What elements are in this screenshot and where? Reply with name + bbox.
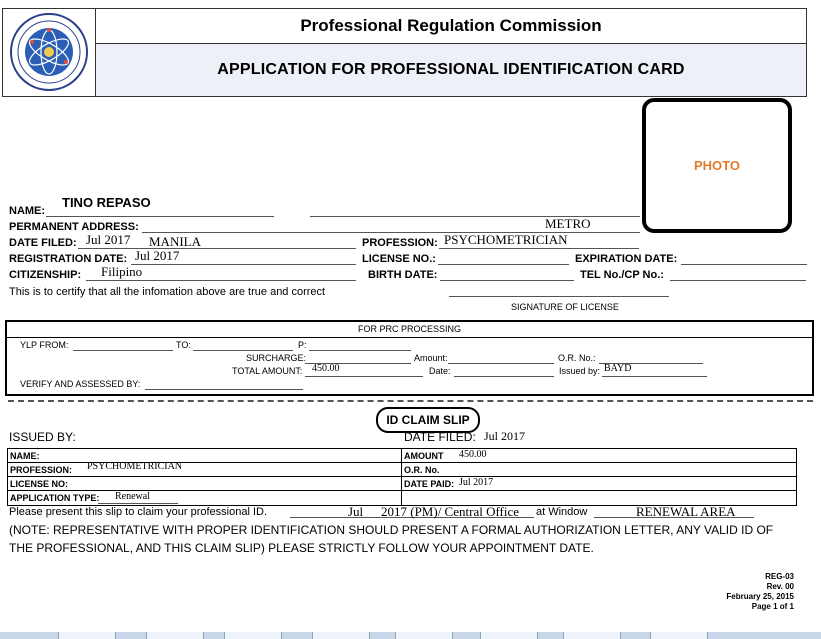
photo-label: PHOTO [694,158,740,173]
taskbar-strip [0,632,821,639]
name-label: NAME: [9,205,46,217]
prc-seal-icon [3,9,95,96]
claim-application-type-value[interactable]: Renewal [115,491,150,502]
present-appointment-value[interactable]: 2017 (PM)/ Central Office [381,504,520,519]
signature-line [449,296,669,297]
claim-date-paid-value[interactable]: Jul 2017 [459,477,494,488]
date-filed-value[interactable]: Jul 2017 [86,232,131,247]
window-value[interactable]: RENEWAL AREA [636,504,736,519]
claim-issued-by-label: ISSUED BY: [9,430,76,444]
address-area-value[interactable]: MANILA [149,234,201,249]
taskbar-item[interactable] [224,632,282,639]
page-number: Page 1 of 1 [751,602,794,611]
issued-by-label: Issued by: [559,366,601,376]
taskbar-item[interactable] [58,632,116,639]
claim-amount-value[interactable]: 450.00 [459,449,487,460]
claim-or-no-label: O.R. No. [404,465,440,475]
form-code-block [726,572,794,612]
total-amount-label: TOTAL AMOUNT: [232,366,303,376]
form-date: February 25, 2015 [726,592,794,601]
birth-date-line [440,280,574,281]
verify-line [145,389,303,390]
verify-label: VERIFY AND ASSESSED BY: [20,379,141,389]
profession-label: PROFESSION: [362,237,438,249]
claim-slip-title: ID CLAIM SLIP [376,407,480,433]
citizenship-value[interactable]: Filipino [101,264,143,279]
issued-by-value[interactable]: BAYD [604,363,632,374]
claim-slip-table [7,448,797,506]
to-line [193,350,293,351]
at-window-label: at Window [536,506,588,518]
date-line [454,376,554,377]
org-title: Professional Regulation Commission [96,9,806,44]
taskbar-item[interactable] [650,632,708,639]
profession-value[interactable]: PSYCHOMETRICIAN [444,232,568,247]
total-amount-value[interactable]: 450.00 [312,363,340,374]
form-header [2,8,807,97]
tel-no-label: TEL No./CP No.: [580,269,664,281]
citizenship-label: CITIZENSHIP: [9,269,82,281]
registration-date-line [131,264,356,265]
logo-cell [3,9,96,96]
or-no-label: O.R. No.: [558,353,596,363]
taskbar-item[interactable] [563,632,621,639]
taskbar-item[interactable] [480,632,538,639]
tel-no-line [670,280,806,281]
name-line [46,216,274,217]
profession-line [439,248,639,249]
to-label: TO: [176,340,191,350]
present-month-value[interactable]: Jul [348,504,364,519]
permanent-address-label: PERMANENT ADDRESS: [9,221,139,233]
application-type-line [98,503,178,504]
birth-date-label: BIRTH DATE: [368,269,438,281]
name-value[interactable]: TINO REPASO [62,195,151,210]
citizenship-line [86,280,356,281]
photo-box [642,98,792,233]
claim-name-label: NAME: [10,451,40,461]
total-amount-line [305,376,423,377]
present-slip-text: Please present this slip to claim your professional ID. [9,506,268,518]
name-line-2 [310,216,640,217]
registration-date-value[interactable]: Jul 2017 [135,248,180,263]
amount-label: Amount: [414,353,448,363]
cut-line [8,400,813,402]
prc-processing-box [5,320,814,396]
claim-divider [401,449,402,505]
date-filed-label: DATE FILED: [9,237,77,249]
address-city-value[interactable]: METRO [545,216,591,231]
certify-text: This is to certify that all the infomation above are true and correct [9,286,326,298]
prc-processing-header: FOR PRC PROCESSING [7,322,812,338]
p-label: P: [298,340,307,350]
claim-note: (NOTE: REPRESENTATIVE WITH PROPER IDENTIFICATION SHOULD PRESENT A FORMAL AUTHORIZATION LETTER, ANY VALID ID OF THE PROFESSIONAL, AND THIS CLAIM SLIP) PLEASE STRICTLY FOLLOW YOUR APPOINTMENT DATE. [9,523,774,555]
ylp-from-label: YLP FROM: [20,340,69,350]
surcharge-label: SURCHARGE: [246,353,307,363]
date-filed-line [78,248,356,249]
form-code: REG-03 [765,572,794,581]
ylp-from-line [73,350,173,351]
claim-amount-label: AMOUNT [404,451,444,461]
form-rev: Rev. 00 [766,582,794,591]
signature-label: SIGNATURE OF LICENSE [511,302,619,312]
taskbar-item[interactable] [146,632,204,639]
issued-by-line [602,376,707,377]
claim-date-filed-value[interactable]: Jul 2017 [484,429,526,443]
claim-row [8,477,796,491]
claim-profession-value[interactable]: PSYCHOMETRICIAN [87,461,183,472]
license-no-line [438,264,569,265]
claim-license-no-label: LICENSE NO: [10,479,69,489]
p-line [309,350,411,351]
taskbar-item[interactable] [395,632,453,639]
claim-date-paid-label: DATE PAID: [404,479,455,489]
registration-date-label: REGISTRATION DATE: [9,253,128,265]
amount-line [448,363,554,364]
expiration-date-line [681,264,807,265]
expiration-date-label: EXPIRATION DATE: [575,253,678,265]
claim-profession-label: PROFESSION: [10,465,73,475]
form-title: APPLICATION FOR PROFESSIONAL IDENTIFICATION CARD [96,44,806,96]
claim-application-type-label: APPLICATION TYPE: [10,493,100,503]
taskbar-item[interactable] [312,632,370,639]
date-label: Date: [429,366,451,376]
claim-date-filed-label: DATE FILED: [404,430,476,444]
license-no-label: LICENSE NO.: [362,253,436,265]
